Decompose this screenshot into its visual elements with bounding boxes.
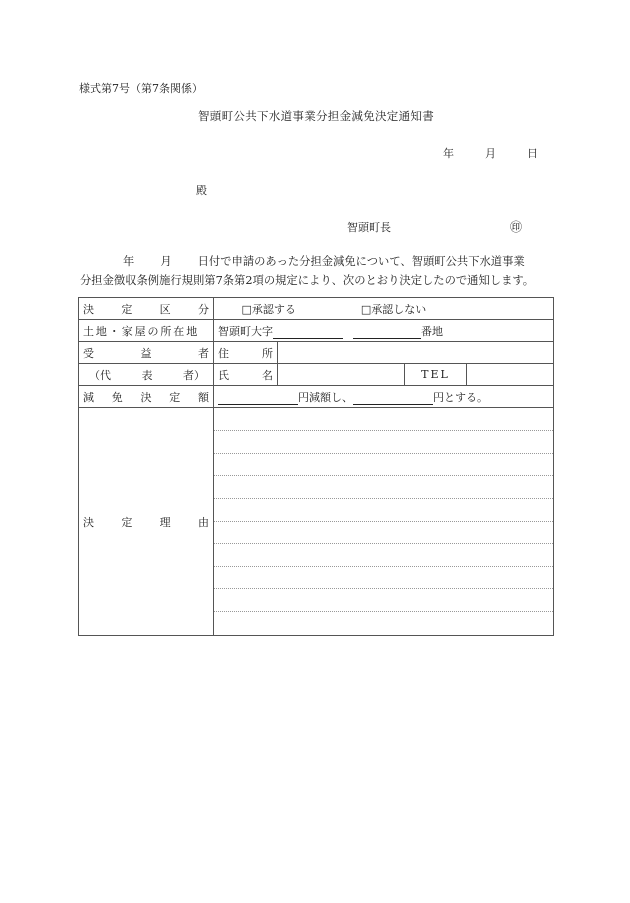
- reason-line: [214, 589, 553, 612]
- issue-date: [443, 145, 538, 161]
- location-field[interactable]: 智頭町大字 番地: [214, 320, 554, 342]
- row-reason: [79, 408, 554, 636]
- reason-line: [214, 476, 553, 499]
- reason-field[interactable]: [214, 408, 554, 636]
- checkbox-reject[interactable]: □承認しない: [360, 302, 427, 316]
- name-field[interactable]: [278, 364, 405, 386]
- decision-options: [214, 298, 554, 320]
- address-field[interactable]: [278, 342, 554, 364]
- reason-line: [214, 544, 553, 567]
- label-reduction-amount: 減 免 決 定 額: [79, 386, 214, 408]
- reason-line: [214, 409, 553, 432]
- decision-form-table: [78, 297, 554, 636]
- location-lot-blank[interactable]: [353, 326, 421, 339]
- body-month: 月: [160, 255, 172, 268]
- body-text-line-1: [80, 253, 525, 269]
- label-representative: （代 表 者）: [79, 364, 214, 386]
- reason-line: [214, 522, 553, 545]
- label-name: 氏 名: [214, 364, 278, 386]
- label-location: 土地・家屋の所在地: [79, 320, 214, 342]
- row-reduction-amount: [79, 386, 554, 408]
- seal-mark-icon: ㊞: [510, 220, 523, 234]
- label-tel: TEL: [405, 364, 467, 386]
- checkbox-approve[interactable]: □承認する: [241, 302, 296, 316]
- body-line1-rest: 日付で申請のあった分担金減免について、智頭町公共下水道事業: [197, 255, 525, 268]
- location-district-blank[interactable]: [273, 326, 343, 339]
- date-year: 年: [443, 147, 454, 160]
- reduction-amount-field: 円減額し、 円とする。: [214, 386, 554, 408]
- date-day: 日: [527, 147, 538, 160]
- reason-line: [214, 431, 553, 454]
- date-month: 月: [485, 147, 496, 160]
- reduced-amount-blank[interactable]: [218, 392, 298, 405]
- label-address: 住 所: [214, 342, 278, 364]
- tel-field[interactable]: [467, 364, 554, 386]
- document-title: 智頭町公共下水道事業分担金減免決定通知書: [198, 109, 434, 123]
- label-beneficiary: 受 益 者: [79, 342, 214, 364]
- row-location: [79, 320, 554, 342]
- row-beneficiary-address: [79, 342, 554, 364]
- body-year: 年: [123, 255, 135, 268]
- reason-line: [214, 499, 553, 522]
- addressee-suffix: 殿: [196, 184, 207, 197]
- body-text-line-2: 分担金徴収条例施行規則第7条第2項の規定により、次のとおり決定したので通知します。: [80, 274, 535, 287]
- label-decision-type: 決 定 区 分: [79, 298, 214, 320]
- row-decision-type: [79, 298, 554, 320]
- reason-line: [214, 454, 553, 477]
- row-beneficiary-name: [79, 364, 554, 386]
- final-amount-blank[interactable]: [353, 392, 433, 405]
- reason-line: [214, 567, 553, 590]
- label-reason: 決 定 理 由: [79, 408, 214, 636]
- form-number: 様式第7号（第7条関係）: [79, 82, 203, 95]
- issuer-name: 智頭町長: [347, 221, 391, 234]
- reason-line: [214, 612, 553, 635]
